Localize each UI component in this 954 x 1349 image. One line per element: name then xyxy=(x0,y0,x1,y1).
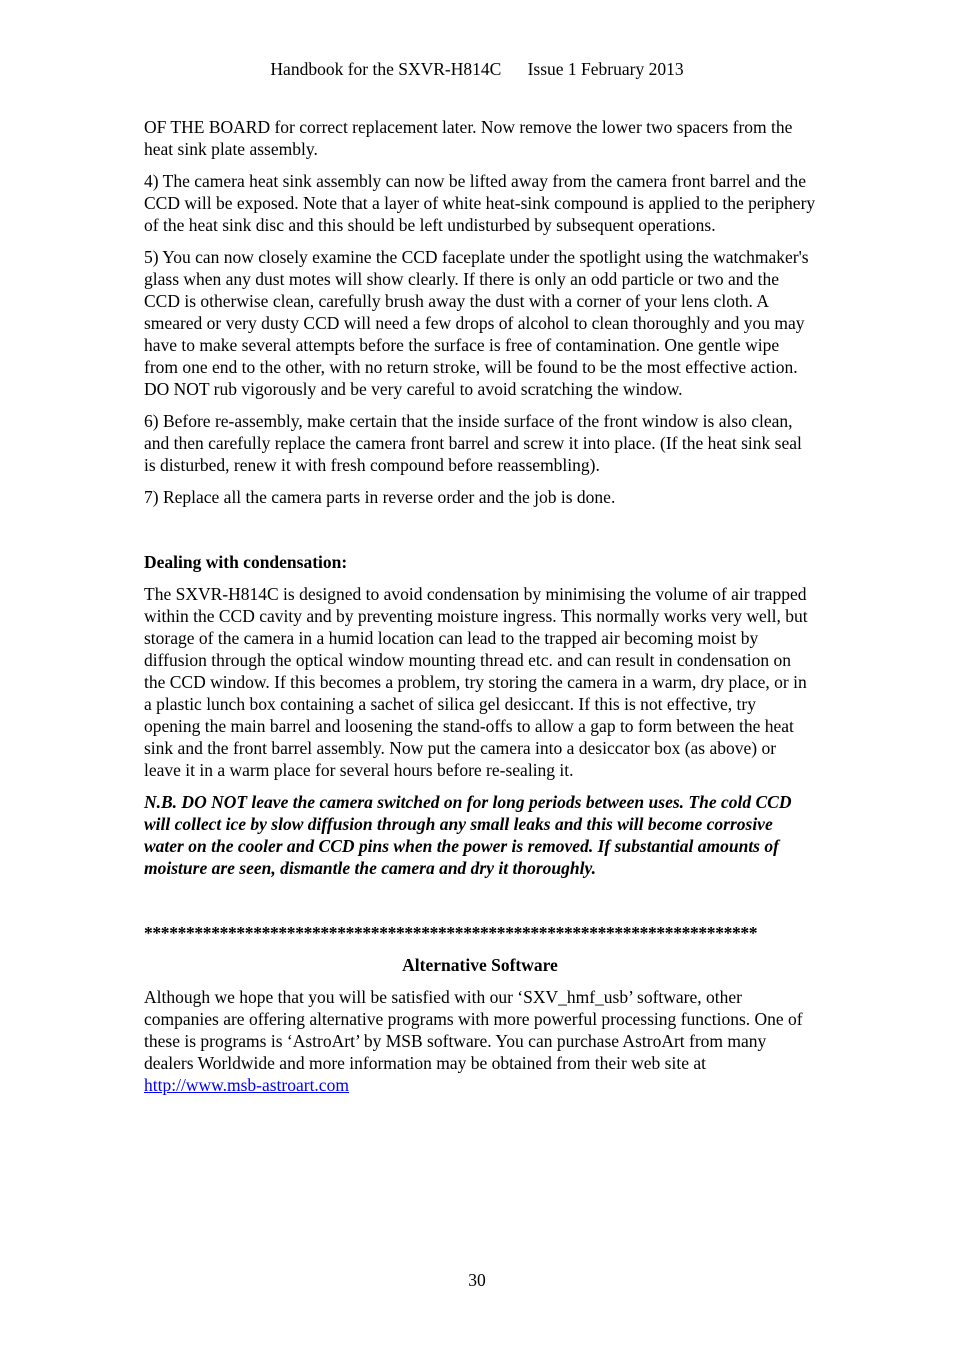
astroart-website-link[interactable]: http://www.msb-astroart.com xyxy=(144,1075,349,1095)
paragraph-step-6: 6) Before re-assembly, make certain that the inside surface of the front window is also clean, and then carefully replace the camera front barrel and screw it into place. (If the heat sink seal is disturbed, renew it with fresh compound before reassembling). xyxy=(144,411,802,475)
condensation-heading: Dealing with condensation: xyxy=(144,552,348,572)
header-issue: Issue 1 February 2013 xyxy=(527,59,684,79)
page-content xyxy=(144,116,816,1106)
header-doc-title: Handbook for the SXVR-H814C xyxy=(270,59,502,79)
alternative-software-body xyxy=(144,986,816,1096)
condensation-warning: N.B. DO NOT leave the camera switched on for long periods between uses. The cold CCD will collect ice by slow diffusion through any small leaks and this will become corrosive water on the cooler and CCD pins when the power is removed. If substantial amounts of moisture are seen, dismantle the camera and dry it thoroughly. xyxy=(144,792,792,878)
page-number: 30 xyxy=(468,1270,486,1290)
asterisk-divider: ************************************************************************* xyxy=(144,923,758,943)
paragraph-board-spacers: OF THE BOARD for correct replacement later. Now remove the lower two spacers from the heat sink plate assembly. xyxy=(144,117,793,159)
alternative-software-heading: Alternative Software xyxy=(402,955,558,975)
alternative-software-text: Although we hope that you will be satisfied with our ‘SXV_hmf_usb’ software, other companies are offering alternative programs with more powerful processing functions. One of these is programs is ‘AstroArt’ by MSB software. You can purchase AstroArt from many dealers Worldwide and more information may be obtained from their web site at xyxy=(144,987,803,1073)
paragraph-step-7: 7) Replace all the camera parts in reverse order and the job is done. xyxy=(144,487,616,507)
page-header xyxy=(0,58,954,80)
paragraph-step-4: 4) The camera heat sink assembly can now be lifted away from the camera front barrel and the CCD will be exposed. Note that a layer of white heat-sink compound is applied to the periphery of the heat sink disc and this should be left undisturbed by subsequent operations. xyxy=(144,171,816,235)
condensation-body: The SXVR-H814C is designed to avoid condensation by minimising the volume of air trapped within the CCD cavity and by preventing moisture ingress. This normally works very well, but storage of the camera in a humid location can lead to the trapped air becoming moist by diffusion through the optical window mounting thread etc. and can result in condensation on the CCD window. If this becomes a problem, try storing the camera in a warm, dry place, or in a plastic lunch box containing a sachet of silica gel desiccant. If this is not effective, try opening the main barrel and loosening the stand-offs to allow a gap to form between the heat sink and the front barrel assembly. Now put the camera into a desiccator box (as above) or leave it in a warm place for several hours before re-sealing it. xyxy=(144,584,808,780)
paragraph-step-5: 5) You can now closely examine the CCD faceplate under the spotlight using the watchmaker's glass when any dust motes will show clearly. If there is only an odd particle or two and the CCD is otherwise clean, carefully brush away the dust with a corner of your lens cloth. A smeared or very dusty CCD will need a few drops of alcohol to clean thoroughly and you may have to make several attempts before the surface is free of contamination. One gentle wipe from one end to the other, with no return stroke, will be found to be the most effective action. DO NOT rub vigorously and be very careful to avoid scratching the window. xyxy=(144,247,809,399)
